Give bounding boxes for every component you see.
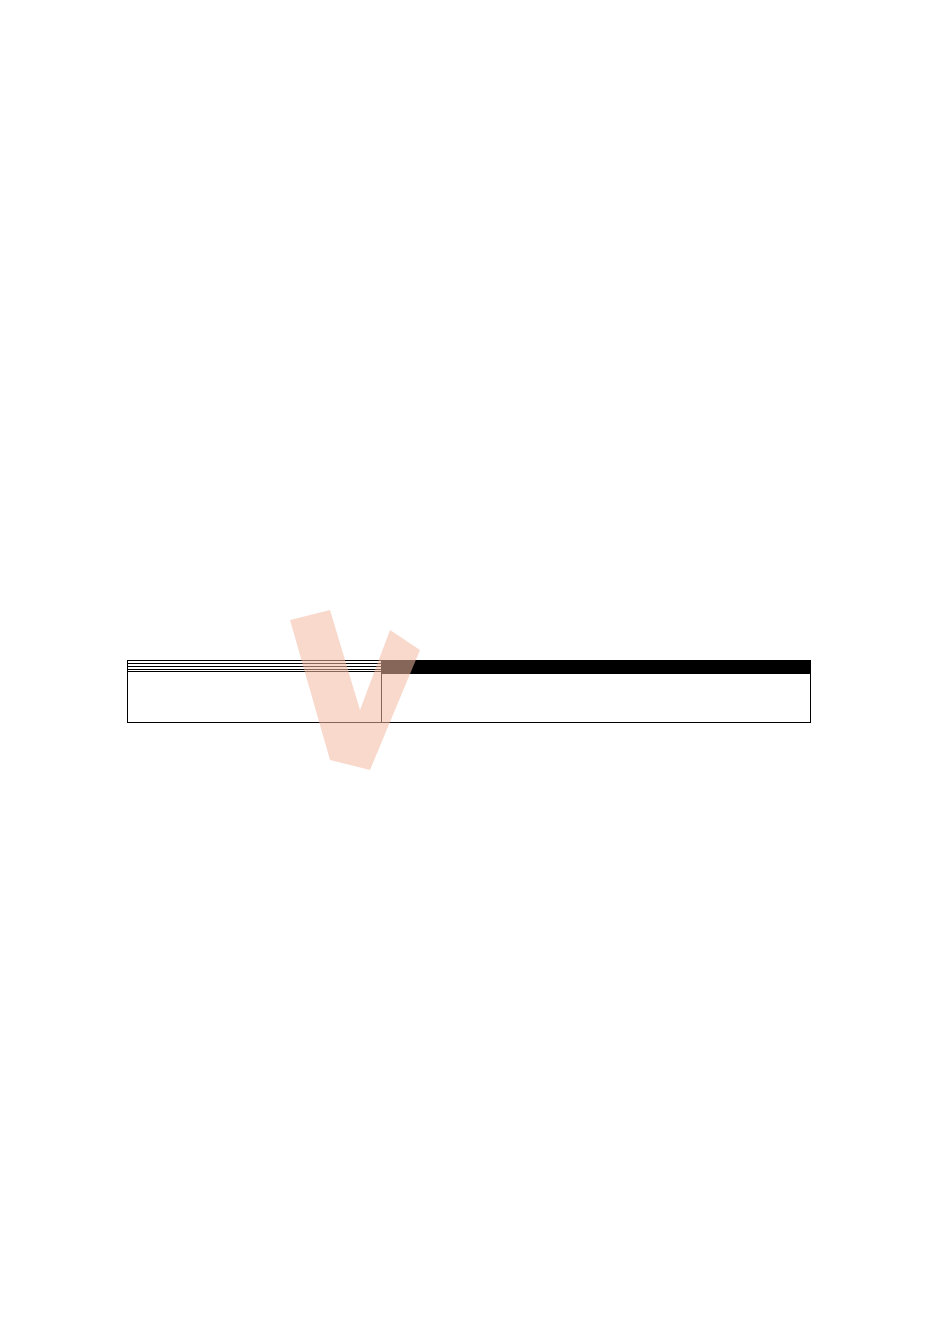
category-cell bbox=[128, 672, 382, 723]
section-title bbox=[0, 584, 950, 603]
classification-table bbox=[127, 660, 811, 723]
item-cell bbox=[382, 674, 811, 723]
